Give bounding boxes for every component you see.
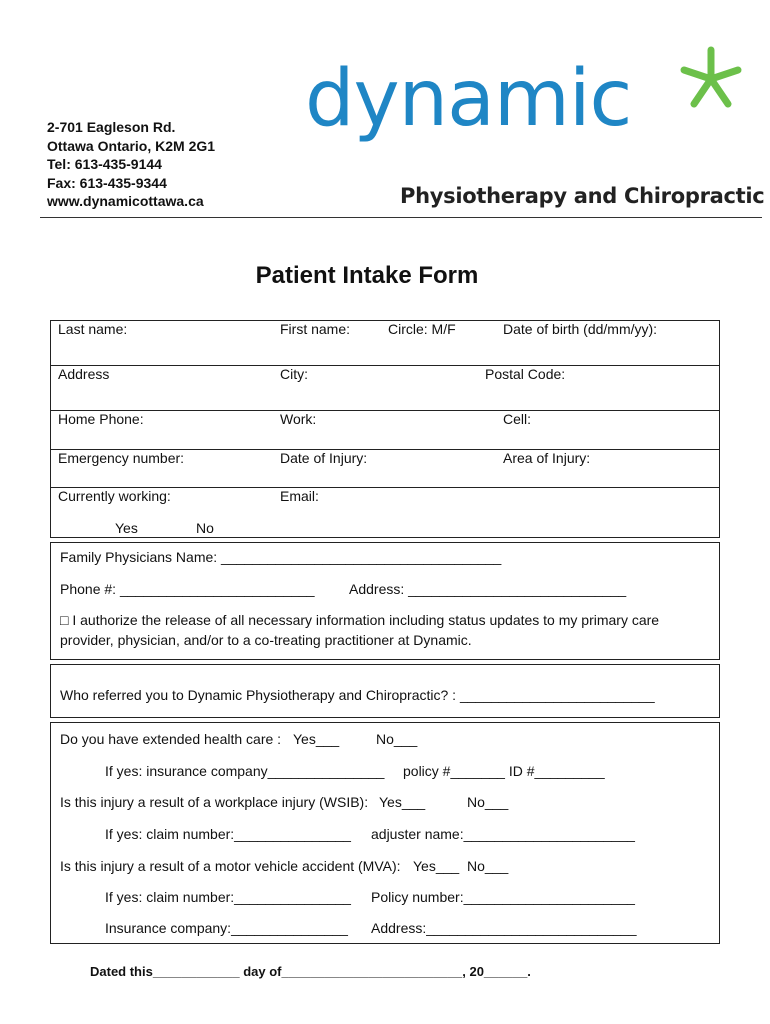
postal-code-field[interactable]: Postal Code: — [485, 366, 566, 382]
extended-health-yes[interactable]: Yes___ — [293, 731, 340, 747]
insurance-company-field[interactable]: If yes: insurance company_______________ — [105, 763, 385, 779]
mva-claim-number-field[interactable]: If yes: claim number:_______________ — [105, 889, 351, 905]
home-phone-field[interactable]: Home Phone: — [58, 411, 144, 427]
working-no-option[interactable]: No — [196, 520, 214, 536]
extended-health-label: Do you have extended health care : — [60, 731, 282, 747]
area-of-injury-field[interactable]: Area of Injury: — [503, 450, 591, 466]
mva-yes[interactable]: Yes___ — [413, 858, 460, 874]
dated-signature-line[interactable]: Dated this____________ day of_________________________, 20______. — [90, 964, 531, 979]
address-street: 2-701 Eagleson Rd. — [47, 119, 176, 135]
work-phone-field[interactable]: Work: — [280, 411, 317, 427]
gender-field[interactable]: Circle: M/F — [388, 321, 456, 337]
policy-id-field[interactable]: policy #_______ ID #_________ — [403, 763, 605, 779]
date-of-injury-field[interactable]: Date of Injury: — [280, 450, 368, 466]
mva-policy-number-field[interactable]: Policy number:______________________ — [371, 889, 635, 905]
emergency-number-field[interactable]: Emergency number: — [58, 450, 185, 466]
authorize-release-text: provider, physician, and/or to a co-treating practitioner at Dynamic. — [60, 632, 472, 648]
insurance-section — [50, 722, 720, 944]
row-divider — [51, 410, 719, 411]
address-field[interactable]: Address — [58, 366, 110, 382]
mva-insurance-company-field[interactable]: Insurance company:_______________ — [105, 920, 348, 936]
family-physician-field[interactable]: Family Physicians Name: ____________________________________ — [60, 549, 502, 565]
dob-field[interactable]: Date of birth (dd/mm/yy): — [503, 321, 658, 337]
row-divider — [51, 365, 719, 366]
physician-section — [50, 542, 720, 660]
wsib-label: Is this injury a result of a workplace injury (WSIB): — [60, 794, 369, 810]
wsib-yes[interactable]: Yes___ — [379, 794, 426, 810]
physician-phone-field[interactable]: Phone #: _________________________ — [60, 581, 315, 597]
asterisk-icon — [676, 44, 746, 114]
logo-tagline: Physiotherapy and Chiropractic — [400, 184, 765, 208]
mva-address-field[interactable]: Address:___________________________ — [371, 920, 637, 936]
currently-working-label: Currently working: — [58, 488, 171, 504]
mva-no[interactable]: No___ — [467, 858, 509, 874]
address-fax: Fax: 613-435-9344 — [47, 174, 167, 191]
authorize-release-checkbox[interactable]: □ I authorize the release of all necessary information including status updates to my primary care — [60, 612, 660, 628]
city-field[interactable]: City: — [280, 366, 308, 382]
wsib-claim-number-field[interactable]: If yes: claim number:_______________ — [105, 826, 351, 842]
email-field[interactable]: Email: — [280, 488, 319, 504]
extended-health-no[interactable]: No___ — [376, 731, 418, 747]
logo-wordmark: dynamic — [305, 54, 632, 144]
cell-phone-field[interactable]: Cell: — [503, 411, 532, 427]
physician-address-field[interactable]: Address: ____________________________ — [349, 581, 627, 597]
referral-section — [50, 664, 720, 718]
working-yes-option[interactable]: Yes — [115, 520, 138, 536]
clinic-address-block — [47, 118, 215, 211]
page-title: Patient Intake Form — [255, 262, 479, 289]
wsib-no[interactable]: No___ — [467, 794, 509, 810]
personal-info-section — [50, 320, 720, 538]
mva-label: Is this injury a result of a motor vehicle accident (MVA): — [60, 858, 401, 874]
address-tel: Tel: 613-435-9144 — [47, 156, 162, 172]
adjuster-name-field[interactable]: adjuster name:______________________ — [371, 826, 635, 842]
address-city: Ottawa Ontario, K2M 2G1 — [47, 137, 216, 154]
first-name-field[interactable]: First name: — [280, 321, 351, 337]
header-divider — [40, 217, 762, 218]
address-website: www.dynamicottawa.ca — [47, 193, 204, 209]
last-name-field[interactable]: Last name: — [58, 321, 128, 337]
referral-field[interactable]: Who referred you to Dynamic Physiotherapy and Chiropractic? : _________________________ — [60, 687, 655, 703]
